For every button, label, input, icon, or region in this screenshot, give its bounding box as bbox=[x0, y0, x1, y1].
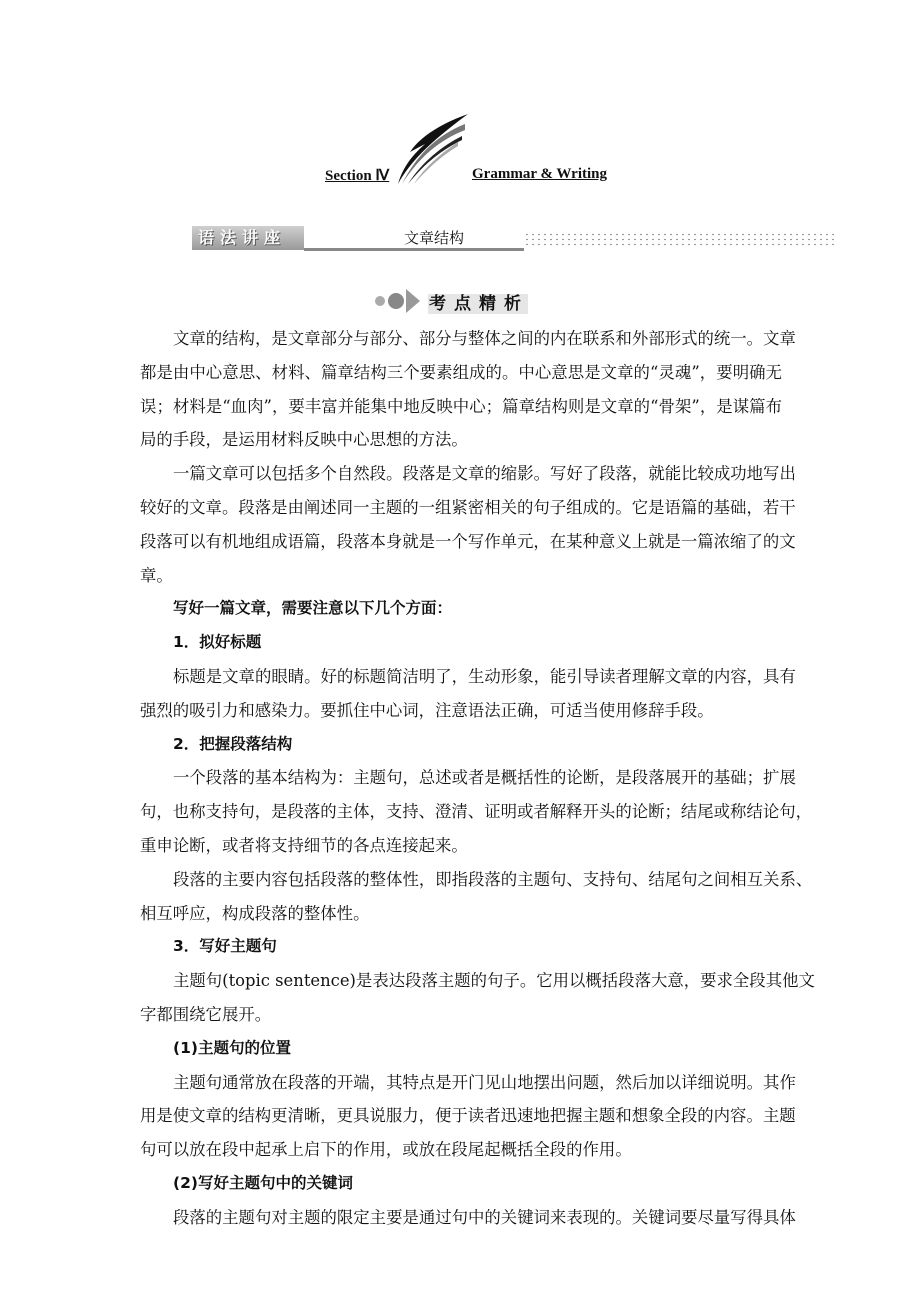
subheading-char: 析 bbox=[504, 293, 527, 314]
text-line: 一个段落的基本结构为：主题句，总述或者是概括性的论断，是段落展开的基础；扩展 bbox=[173, 768, 796, 788]
text-line: 句，也称支持句，是段落的主体，支持、澄清、证明或者解释开头的论断；结尾或称结论句， bbox=[140, 802, 813, 822]
text-line: 强烈的吸引力和感染力。要抓住中心词，注意语法正确，可适当使用修辞手段。 bbox=[140, 700, 714, 720]
text-line: 较好的文章。段落是由阐述同一主题的一组紧密相关的句子组成的。它是语篇的基础，若干 bbox=[140, 497, 796, 517]
heading-line: (1)主题句的位置 bbox=[173, 1038, 291, 1057]
subheading-char: 点 bbox=[454, 293, 477, 314]
heading-line: 2．把握段落结构 bbox=[173, 734, 293, 753]
text-line: 重申论断，或者将支持细节的各点连接起来。 bbox=[140, 835, 468, 855]
text-line: 误；材料是“血肉”，要丰富并能集中地反映中心；篇章结构则是文章的“骨架”，是谋篇布 bbox=[140, 396, 782, 416]
banner-title: 文章结构 bbox=[404, 229, 465, 247]
text-line: 局的手段，是运用材料反映中心思想的方法。 bbox=[140, 430, 468, 450]
section-banner bbox=[192, 224, 835, 252]
text-line: 字都围绕它展开。 bbox=[140, 1004, 272, 1024]
arrow-icon bbox=[406, 289, 420, 313]
text-line: 句可以放在段中起承上启下的作用，或放在段尾起概括全段的作用。 bbox=[140, 1140, 632, 1160]
section-number: Section Ⅳ bbox=[325, 168, 390, 184]
text-line: 都是由中心意思、材料、篇章结构三个要素组成的。中心意思是文章的“灵魂”，要明确无 bbox=[140, 362, 782, 382]
subheading bbox=[375, 288, 528, 314]
text-line: 段落的主题句对主题的限定主要是通过句中的关键词来表现的。关键词要尽量写得具体 bbox=[173, 1207, 796, 1227]
text-line: 章。 bbox=[140, 565, 173, 585]
section-title: Grammar & Writing bbox=[472, 166, 607, 182]
heading-line: 写好一篇文章，需要注意以下几个方面： bbox=[173, 599, 453, 618]
text-line: 主题句通常放在段落的开端，其特点是开门见山地摆出问题，然后加以详细说明。其作 bbox=[173, 1072, 796, 1092]
heading-line: (2)写好主题句中的关键词 bbox=[173, 1173, 353, 1192]
subheading-char: 考 bbox=[429, 293, 452, 314]
text-line: 段落的主要内容包括段落的整体性，即指段落的主题句、支持句、结尾句之间相互关系、 bbox=[173, 869, 813, 889]
banner-dot-pattern bbox=[524, 232, 835, 248]
swoosh-decoration-icon bbox=[380, 112, 480, 187]
bullet-dot-icon bbox=[375, 296, 385, 306]
banner-label: 语法讲座 bbox=[192, 226, 304, 250]
subheading-text bbox=[428, 289, 528, 314]
heading-line: 1．拟好标题 bbox=[173, 633, 262, 652]
text-line: 段落可以有机地组成语篇，段落本身就是一个写作单元，在某种意义上就是一篇浓缩了的文 bbox=[140, 531, 796, 551]
text-line: 主题句(topic sentence)是表达段落主题的句子。它用以概括段落大意，要求全段其他文 bbox=[173, 971, 815, 991]
banner-underline bbox=[304, 248, 524, 251]
text-line: 标题是文章的眼睛。好的标题简洁明了，生动形象，能引导读者理解文章的内容，具有 bbox=[173, 666, 796, 686]
text-line: 一篇文章可以包括多个自然段。段落是文章的缩影。写好了段落，就能比较成功地写出 bbox=[173, 464, 796, 484]
body-text bbox=[140, 322, 815, 1235]
heading-line: 3．写好主题句 bbox=[173, 937, 277, 956]
text-line: 用是使文章的结构更清晰，更具说服力，便于读者迅速地把握主题和想象全段的内容。主题 bbox=[140, 1106, 796, 1126]
bullet-dot-icon bbox=[388, 293, 404, 309]
text-line: 文章的结构，是文章部分与部分、部分与整体之间的内在联系和外部形式的统一。文章 bbox=[173, 329, 796, 348]
text-line: 相互呼应，构成段落的整体性。 bbox=[140, 903, 370, 923]
subheading-char: 精 bbox=[479, 293, 502, 314]
